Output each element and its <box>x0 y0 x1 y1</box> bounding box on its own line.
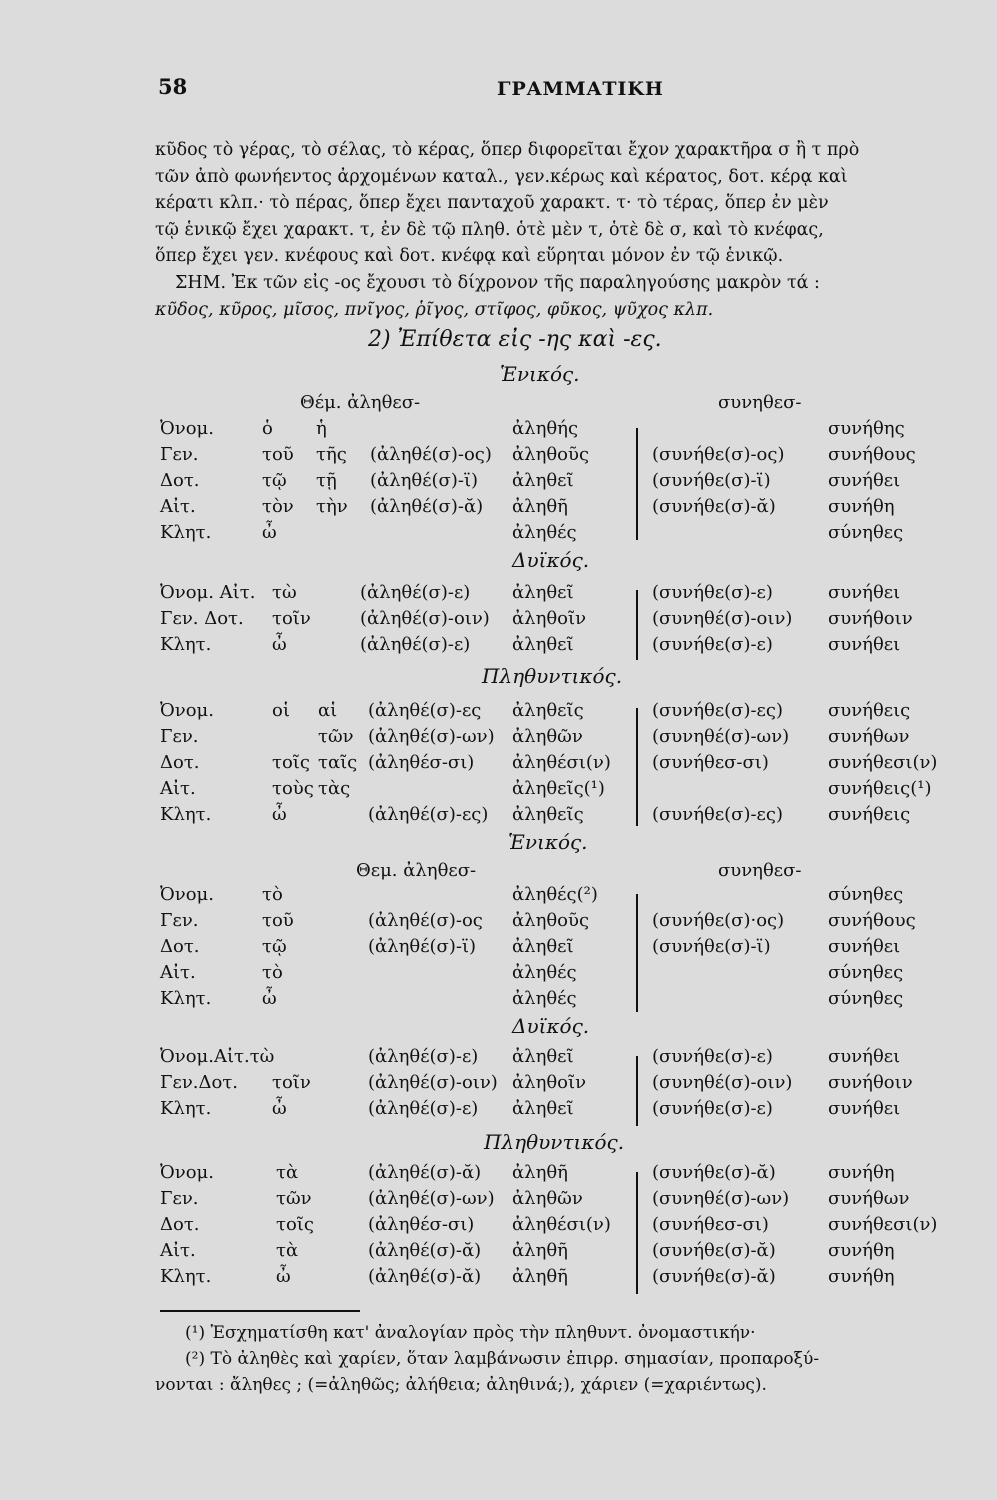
table-cell: σύνηθες <box>828 988 904 1009</box>
table-cell: ὦ <box>272 634 287 655</box>
table-cell: Γεν. <box>160 726 199 747</box>
text-line: ὅπερ ἔχει γεν. κνέφους καὶ δοτ. κνέφᾳ καὶ εὕρηται μόνον ἐν τῷ ἑνικῷ. <box>155 246 784 266</box>
table-cell: συνήθεσι(ν) <box>828 752 938 773</box>
running-title: ΓΡΑΜΜΑΤΙΚΗ <box>497 78 664 100</box>
table-cell: ὦ <box>272 804 287 825</box>
footnote-2-continued: νονται : ἄληθες ; (=ἀληθῶς; ἀλήθεια; ἀληθινά;), χάριεν (=χαριέντως). <box>155 1375 767 1395</box>
table-cell: τοὺς <box>272 778 314 799</box>
table-cell: συνήθεσι(ν) <box>828 1214 938 1235</box>
footnote-rule <box>160 1310 360 1312</box>
table-cell: ἀληθοῖν <box>512 1072 587 1093</box>
table-cell: ἀληθῆ <box>512 496 568 517</box>
table-cell: (ἀληθέ(σ)-ων) <box>368 726 495 747</box>
column-divider <box>636 1056 638 1126</box>
table-cell: ἀληθεῖς <box>512 700 584 721</box>
table-cell: ἀληθεῖ <box>512 1046 574 1067</box>
table-cell: τὸ <box>262 962 283 983</box>
table-cell: ἀληθεῖς <box>512 804 584 825</box>
table-cell: τῶν <box>318 726 354 747</box>
table-cell: ὦ <box>262 988 277 1009</box>
table-cell: συνήθη <box>828 1266 895 1287</box>
table-cell: ἀληθῆ <box>512 1162 568 1183</box>
table-cell: ἡ <box>316 418 327 439</box>
table-cell: (ἀληθέ(σ)-ες <box>368 700 482 721</box>
table-cell: (ἀληθέ(σ)-ος <box>368 910 483 931</box>
table-cell: (ἀληθέ(σ)-ᾰ) <box>368 1240 482 1261</box>
dual-label: Δυϊκός. <box>512 1014 590 1038</box>
table-cell: (ἀληθέ(σ)-ε) <box>360 582 471 603</box>
table-cell: (συνήθε(σ)-ε) <box>652 634 773 655</box>
table-cell: συνήθεις <box>828 804 911 825</box>
table-cell: (συνήθεσ-σι) <box>652 1214 769 1235</box>
table-cell: τῷ <box>262 936 287 957</box>
table-cell: ἀληθέσι(ν) <box>512 1214 611 1235</box>
table-cell: ἀληθῆ <box>512 1266 568 1287</box>
table-cell: συνήθει <box>828 634 901 655</box>
table-cell: ἀληθῶν <box>512 1188 583 1209</box>
table-cell: συνήθοιν <box>828 608 913 629</box>
table-cell: ἀληθές(²) <box>512 884 598 905</box>
table-cell: Ὀνομ. <box>160 1162 214 1183</box>
table-cell: Κλητ. <box>160 522 212 543</box>
table-cell: συνήθει <box>828 1098 901 1119</box>
table-cell: (ἀληθέ(σ)-ες) <box>368 804 489 825</box>
table-cell: (συνήθε(σ)-ος) <box>652 444 785 465</box>
stem-right: συνηθεσ- <box>718 860 802 881</box>
column-divider <box>636 428 638 540</box>
table-cell: Αἰτ. <box>160 962 196 983</box>
table-cell: Κλητ. <box>160 988 212 1009</box>
table-cell: ἀληθής <box>512 418 579 439</box>
table-cell: Κλητ. <box>160 804 212 825</box>
text-line: κῦδος, κῦρος, μῖσος, πνῖγος, ῥῖγος, στῖφος, φῦκος, ψῦχος κλπ. <box>155 299 714 320</box>
table-cell: συνήθη <box>828 1240 895 1261</box>
table-cell: συνήθει <box>828 1046 901 1067</box>
text-line: τῷ ἑνικῷ ἔχει χαρακτ. τ, ἐν δὲ τῷ πληθ. ὁτὲ μὲν τ, ὁτὲ δὲ σ, καὶ τὸ κνέφας, <box>155 219 824 240</box>
plural-label: Πληθυντικός. <box>484 1130 625 1154</box>
table-cell: ταῖς <box>318 752 358 773</box>
table-cell: Ὀνομ. Αἰτ. <box>160 582 256 603</box>
table-cell: ἀληθεῖ <box>512 1098 574 1119</box>
table-cell: ὦ <box>262 522 277 543</box>
table-cell: Κλητ. <box>160 1266 212 1287</box>
table-cell: Ὀνομ. <box>160 884 214 905</box>
table-cell: Γεν.Δοτ. <box>160 1072 238 1093</box>
table-cell: (ἀληθέ(σ)-οιν) <box>368 1072 498 1093</box>
plural-label: Πληθυντικός. <box>482 664 623 688</box>
table-cell: συνήθων <box>828 726 910 747</box>
table-cell: σύνηθες <box>828 522 904 543</box>
table-cell: τῷ <box>262 470 287 491</box>
table-cell: τῆς <box>316 444 347 465</box>
table-cell: (συνήθε(σ)-ᾰ) <box>652 1266 776 1287</box>
stem-left: Θέμ. ἀληθεσ- <box>300 392 421 413</box>
table-cell: συνήθει <box>828 936 901 957</box>
singular-label: Ἑνικός. <box>508 830 588 854</box>
table-cell: (ἀληθέσ-σι) <box>368 1214 475 1235</box>
table-cell: τοῦ <box>262 910 294 931</box>
table-cell: αἱ <box>318 700 338 721</box>
table-cell: (ἀληθέ(σ)-ᾰ) <box>370 496 484 517</box>
table-cell: τῇ <box>316 470 337 491</box>
table-cell: (συνηθέ(σ)-ων) <box>652 1188 790 1209</box>
table-cell: ὁ <box>262 418 273 439</box>
table-cell: τοῖς <box>276 1214 314 1235</box>
table-cell: συνήθη <box>828 496 895 517</box>
table-cell: (συνήθε(σ)-ᾰ) <box>652 1240 776 1261</box>
table-cell: σύνηθες <box>828 962 904 983</box>
table-cell: συνήθει <box>828 470 901 491</box>
table-cell: συνήθους <box>828 910 916 931</box>
footnotes <box>155 1320 955 1398</box>
table-cell: Αἰτ. <box>160 496 196 517</box>
table-cell: (ἀληθέ(σ)-ϊ) <box>370 470 479 491</box>
dual-label: Δυϊκός. <box>512 548 590 572</box>
table-cell: τοῦ <box>262 444 294 465</box>
table-cell: ἀληθέσι(ν) <box>512 752 611 773</box>
table-cell: Γεν. <box>160 1188 199 1209</box>
footnote-2: (²) Τὸ ἀληθὲς καὶ χαρίεν, ὅταν λαμβάνωσιν ἐπιρρ. σημασίαν, προπαροξύ- <box>185 1349 820 1369</box>
table-cell: τῶν <box>276 1188 312 1209</box>
table-cell: Δοτ. <box>160 470 200 491</box>
text-line: κέρατι κλπ.· τὸ πέρας, ὅπερ ἔχει πανταχοῦ χαρακτ. τ· τὸ τέρας, ὅπερ ἐν μὲν <box>155 193 829 213</box>
table-cell: Γεν. <box>160 444 199 465</box>
table-cell: Κλητ. <box>160 1098 212 1119</box>
table-cell: Ὀνομ. <box>160 700 214 721</box>
table-cell: ὦ <box>272 1098 287 1119</box>
table-cell: (συνηθέ(σ)-οιν) <box>652 1072 793 1093</box>
table-cell: ἀληθῶν <box>512 726 583 747</box>
table-cell: ἀληθές <box>512 988 577 1009</box>
table-cell: Γεν. Δοτ. <box>160 608 244 629</box>
table-cell: συνήθεις(¹) <box>828 778 932 799</box>
text-line: κῦδος τὸ γέρας, τὸ σέλας, τὸ κέρας, ὅπερ διφορεῖται ἔχον χαρακτῆρα σ ἢ τ πρὸ <box>155 140 860 160</box>
table-cell: οἱ <box>272 700 290 721</box>
table-cell: (ἀληθέ(σ)-οιν) <box>360 608 490 629</box>
table-cell: (συνήθε(σ)-ε) <box>652 582 773 603</box>
table-cell: (ἀληθέ(σ)-ε) <box>368 1046 479 1067</box>
table-cell: (ἀληθέσ-σι) <box>368 752 475 773</box>
table-cell: ἀληθοῦς <box>512 910 590 931</box>
table-cell: (ἀληθέ(σ)-ε) <box>368 1098 479 1119</box>
stem-left: Θεμ. ἀληθεσ- <box>356 860 477 881</box>
table-cell: (ἀληθέ(σ)-ων) <box>368 1188 495 1209</box>
table-cell: Κλητ. <box>160 634 212 655</box>
page-number: 58 <box>158 74 188 99</box>
table-cell: ὦ <box>276 1266 291 1287</box>
table-cell: συνήθους <box>828 444 916 465</box>
table-cell: Αἰτ. <box>160 1240 196 1261</box>
table-cell: τὸ <box>262 884 283 905</box>
table-cell: ἀληθεῖ <box>512 470 574 491</box>
text-line: ΣΗΜ. Ἐκ τῶν εἰς -ος ἔχουσι τὸ δίχρονον τῆς παραληγούσης μακρὸν τά : <box>175 273 820 293</box>
table-cell: Δοτ. <box>160 936 200 957</box>
table-cell: Γεν. <box>160 910 199 931</box>
footnote-1: (¹) Ἐσχηματίσθη κατ' ἀναλογίαν πρὸς τὴν πληθυντ. ὀνομαστικήν· <box>185 1323 756 1343</box>
column-divider <box>636 894 638 1012</box>
table-cell: (ἀληθέ(σ)-ϊ) <box>368 936 477 957</box>
table-cell: (ἀληθέ(σ)-ᾰ) <box>368 1162 482 1183</box>
table-cell: συνήθεις <box>828 700 911 721</box>
table-cell: (ἀληθέ(σ)-ᾰ) <box>368 1266 482 1287</box>
table-cell: ἀληθοῦς <box>512 444 590 465</box>
note-paragraph <box>155 270 955 323</box>
table-cell: (συνήθεσ-σι) <box>652 752 769 773</box>
table-cell: (συνήθε(σ)-ᾰ) <box>652 1162 776 1183</box>
table-cell: ἀληθεῖ <box>512 582 574 603</box>
column-divider <box>636 590 638 660</box>
table-cell: τοῖν <box>272 1072 311 1093</box>
table-cell: τὸν <box>262 496 294 517</box>
table-cell: Ὀνομ.Αἰτ.τὼ <box>160 1046 275 1067</box>
table-cell: τὰ <box>276 1162 299 1183</box>
table-cell: τὰς <box>318 778 351 799</box>
table-cell: ἀληθεῖς(¹) <box>512 778 605 799</box>
table-cell: ἀληθεῖ <box>512 634 574 655</box>
table-cell: ἀληθές <box>512 962 577 983</box>
table-cell: συνήθης <box>828 418 905 439</box>
table-cell: (συνήθε(σ)-ϊ) <box>652 470 771 491</box>
table-cell: (συνήθε(σ)-ᾰ) <box>652 496 776 517</box>
table-cell: ἀληθεῖ <box>512 936 574 957</box>
table-cell: (συνήθε(σ)-ες) <box>652 804 783 825</box>
table-cell: συνήθει <box>828 582 901 603</box>
table-cell: (συνηθέ(σ)-ων) <box>652 726 790 747</box>
singular-label: Ἑνικός. <box>500 362 580 386</box>
table-cell: ἀληθοῖν <box>512 608 587 629</box>
table-cell: Δοτ. <box>160 1214 200 1235</box>
table-cell: τὰ <box>276 1240 299 1261</box>
table-cell: (συνήθε(σ)·ος) <box>652 910 785 931</box>
table-cell: τὴν <box>316 496 348 517</box>
table-cell: ἀληθές <box>512 522 577 543</box>
table-cell: συνήθων <box>828 1188 910 1209</box>
table-cell: (συνήθε(σ)-ε) <box>652 1046 773 1067</box>
column-divider <box>636 1172 638 1294</box>
table-cell: (συνηθέ(σ)-οιν) <box>652 608 793 629</box>
table-cell: (συνήθε(σ)-ε) <box>652 1098 773 1119</box>
section-heading: 2) Ἐπίθετα εἰς -ης καὶ -ες. <box>368 327 662 352</box>
table-cell: σύνηθες <box>828 884 904 905</box>
table-cell: Δοτ. <box>160 752 200 773</box>
table-cell: Αἰτ. <box>160 778 196 799</box>
table-cell: τὼ <box>272 582 297 603</box>
text-line: τῶν ἀπὸ φωνήεντος ἀρχομένων καταλ., γεν.κέρως καὶ κέρατος, δοτ. κέρᾳ καὶ <box>155 166 848 187</box>
table-cell: (ἀληθέ(σ)-ε) <box>360 634 471 655</box>
stem-right: συνηθεσ- <box>718 392 802 413</box>
table-cell: ἀληθῆ <box>512 1240 568 1261</box>
table-cell: συνήθοιν <box>828 1072 913 1093</box>
column-divider <box>636 708 638 826</box>
table-cell: (ἀληθέ(σ)-ος) <box>370 444 492 465</box>
table-cell: (συνήθε(σ)-ϊ) <box>652 936 771 957</box>
table-cell: τοῖν <box>272 608 311 629</box>
intro-paragraph <box>155 137 955 270</box>
table-cell: τοῖς <box>272 752 310 773</box>
table-cell: συνήθη <box>828 1162 895 1183</box>
table-cell: (συνήθε(σ)-ες) <box>652 700 783 721</box>
table-cell: Ὀνομ. <box>160 418 214 439</box>
